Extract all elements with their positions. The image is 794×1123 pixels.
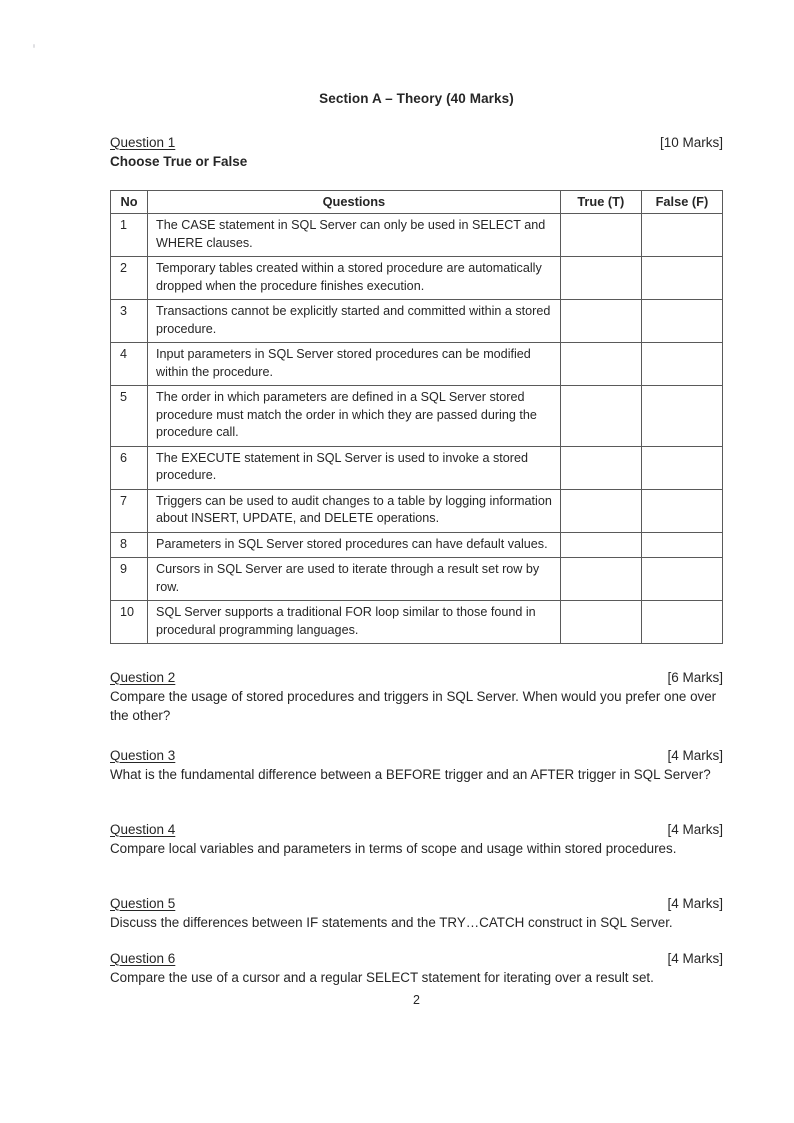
question-body: What is the fundamental difference between a BEFORE trigger and an AFTER trigger in SQL Server? <box>110 767 711 782</box>
statement-cell: The EXECUTE statement in SQL Server is used to invoke a stored procedure. <box>148 446 561 489</box>
question-block <box>110 950 723 987</box>
row-number-cell: 9 <box>111 558 148 601</box>
row-number-cell: 6 <box>111 446 148 489</box>
table-body <box>111 214 723 644</box>
true-answer-cell[interactable] <box>560 601 641 644</box>
question-block <box>110 895 723 932</box>
question-body: Compare local variables and parameters in terms of scope and usage within stored procedures. <box>110 841 677 856</box>
statement-cell: Input parameters in SQL Server stored procedures can be modified within the procedure. <box>148 343 561 386</box>
table-row <box>111 300 723 343</box>
page-number: 2 <box>413 993 420 1007</box>
question-marks: [4 Marks] <box>667 748 723 763</box>
statement-cell: Transactions cannot be explicitly started and committed within a stored procedure. <box>148 300 561 343</box>
question-1-heading-row <box>110 134 723 152</box>
row-number-cell: 7 <box>111 489 148 532</box>
table-row <box>111 446 723 489</box>
table-header <box>111 191 723 214</box>
question-heading-row <box>110 747 723 765</box>
statement-cell: The order in which parameters are defined in a SQL Server stored procedure must match the order in which they are passed during the procedure call. <box>148 386 561 447</box>
table-row <box>111 214 723 257</box>
question-1-subtitle: Choose True or False <box>110 154 248 169</box>
false-answer-cell[interactable] <box>641 489 722 532</box>
question-1-label: Question 1 <box>110 135 176 150</box>
row-number-cell: 5 <box>111 386 148 447</box>
question-heading-row <box>110 895 723 913</box>
statement-cell: Parameters in SQL Server stored procedures can have default values. <box>148 532 561 558</box>
true-false-table <box>110 190 723 644</box>
true-answer-cell[interactable] <box>560 532 641 558</box>
question-heading-row <box>110 950 723 968</box>
question-label: Question 2 <box>110 670 176 685</box>
scan-artifact-speck <box>33 44 35 48</box>
table-row <box>111 257 723 300</box>
page-title: Section A – Theory (40 Marks) <box>319 91 514 106</box>
statement-cell: Triggers can be used to audit changes to a table by logging information about INSERT, UPDATE, and DELETE operations. <box>148 489 561 532</box>
table-row <box>111 489 723 532</box>
question-label: Question 5 <box>110 896 176 911</box>
question-block <box>110 669 723 725</box>
column-header-false: False (F) <box>641 191 722 214</box>
table-row <box>111 343 723 386</box>
question-marks: [4 Marks] <box>667 951 723 966</box>
question-heading-row <box>110 821 723 839</box>
table-row <box>111 601 723 644</box>
question-label: Question 3 <box>110 748 176 763</box>
question-body: Compare the usage of stored procedures and triggers in SQL Server. When would you prefer one over the other? <box>110 689 717 723</box>
true-answer-cell[interactable] <box>560 343 641 386</box>
question-marks: [4 Marks] <box>667 822 723 837</box>
table-header-row <box>111 191 723 214</box>
column-header-true: True (T) <box>560 191 641 214</box>
question-heading-row <box>110 669 723 687</box>
statement-cell: SQL Server supports a traditional FOR loop similar to those found in procedural programming languages. <box>148 601 561 644</box>
row-number-cell: 4 <box>111 343 148 386</box>
question-label: Question 6 <box>110 951 176 966</box>
true-answer-cell[interactable] <box>560 214 641 257</box>
false-answer-cell[interactable] <box>641 386 722 447</box>
row-number-cell: 1 <box>111 214 148 257</box>
question-1-marks: [10 Marks] <box>659 135 723 150</box>
table-row <box>111 386 723 447</box>
table-row <box>111 558 723 601</box>
true-answer-cell[interactable] <box>560 257 641 300</box>
false-answer-cell[interactable] <box>641 532 722 558</box>
true-answer-cell[interactable] <box>560 558 641 601</box>
statement-cell: Temporary tables created within a stored procedure are automatically dropped when the procedure finishes execution. <box>148 257 561 300</box>
false-answer-cell[interactable] <box>641 300 722 343</box>
false-answer-cell[interactable] <box>641 257 722 300</box>
statement-cell: The CASE statement in SQL Server can only be used in SELECT and WHERE clauses. <box>148 214 561 257</box>
true-answer-cell[interactable] <box>560 300 641 343</box>
question-body: Compare the use of a cursor and a regular SELECT statement for iterating over a result set. <box>110 970 654 985</box>
column-header-questions: Questions <box>148 191 561 214</box>
true-answer-cell[interactable] <box>560 489 641 532</box>
question-block <box>110 821 723 858</box>
question-1-heading-block <box>110 134 723 171</box>
column-header-no: No <box>111 191 148 214</box>
table-row <box>111 532 723 558</box>
true-answer-cell[interactable] <box>560 386 641 447</box>
false-answer-cell[interactable] <box>641 343 722 386</box>
row-number-cell: 10 <box>111 601 148 644</box>
false-answer-cell[interactable] <box>641 601 722 644</box>
question-label: Question 4 <box>110 822 176 837</box>
statement-cell: Cursors in SQL Server are used to iterate through a result set row by row. <box>148 558 561 601</box>
false-answer-cell[interactable] <box>641 446 722 489</box>
row-number-cell: 3 <box>111 300 148 343</box>
question-body: Discuss the differences between IF statements and the TRY…CATCH construct in SQL Server. <box>110 915 673 930</box>
false-answer-cell[interactable] <box>641 214 722 257</box>
true-answer-cell[interactable] <box>560 446 641 489</box>
question-marks: [4 Marks] <box>667 896 723 911</box>
question-block <box>110 747 723 784</box>
row-number-cell: 8 <box>111 532 148 558</box>
false-answer-cell[interactable] <box>641 558 722 601</box>
question-marks: [6 Marks] <box>667 670 723 685</box>
row-number-cell: 2 <box>111 257 148 300</box>
